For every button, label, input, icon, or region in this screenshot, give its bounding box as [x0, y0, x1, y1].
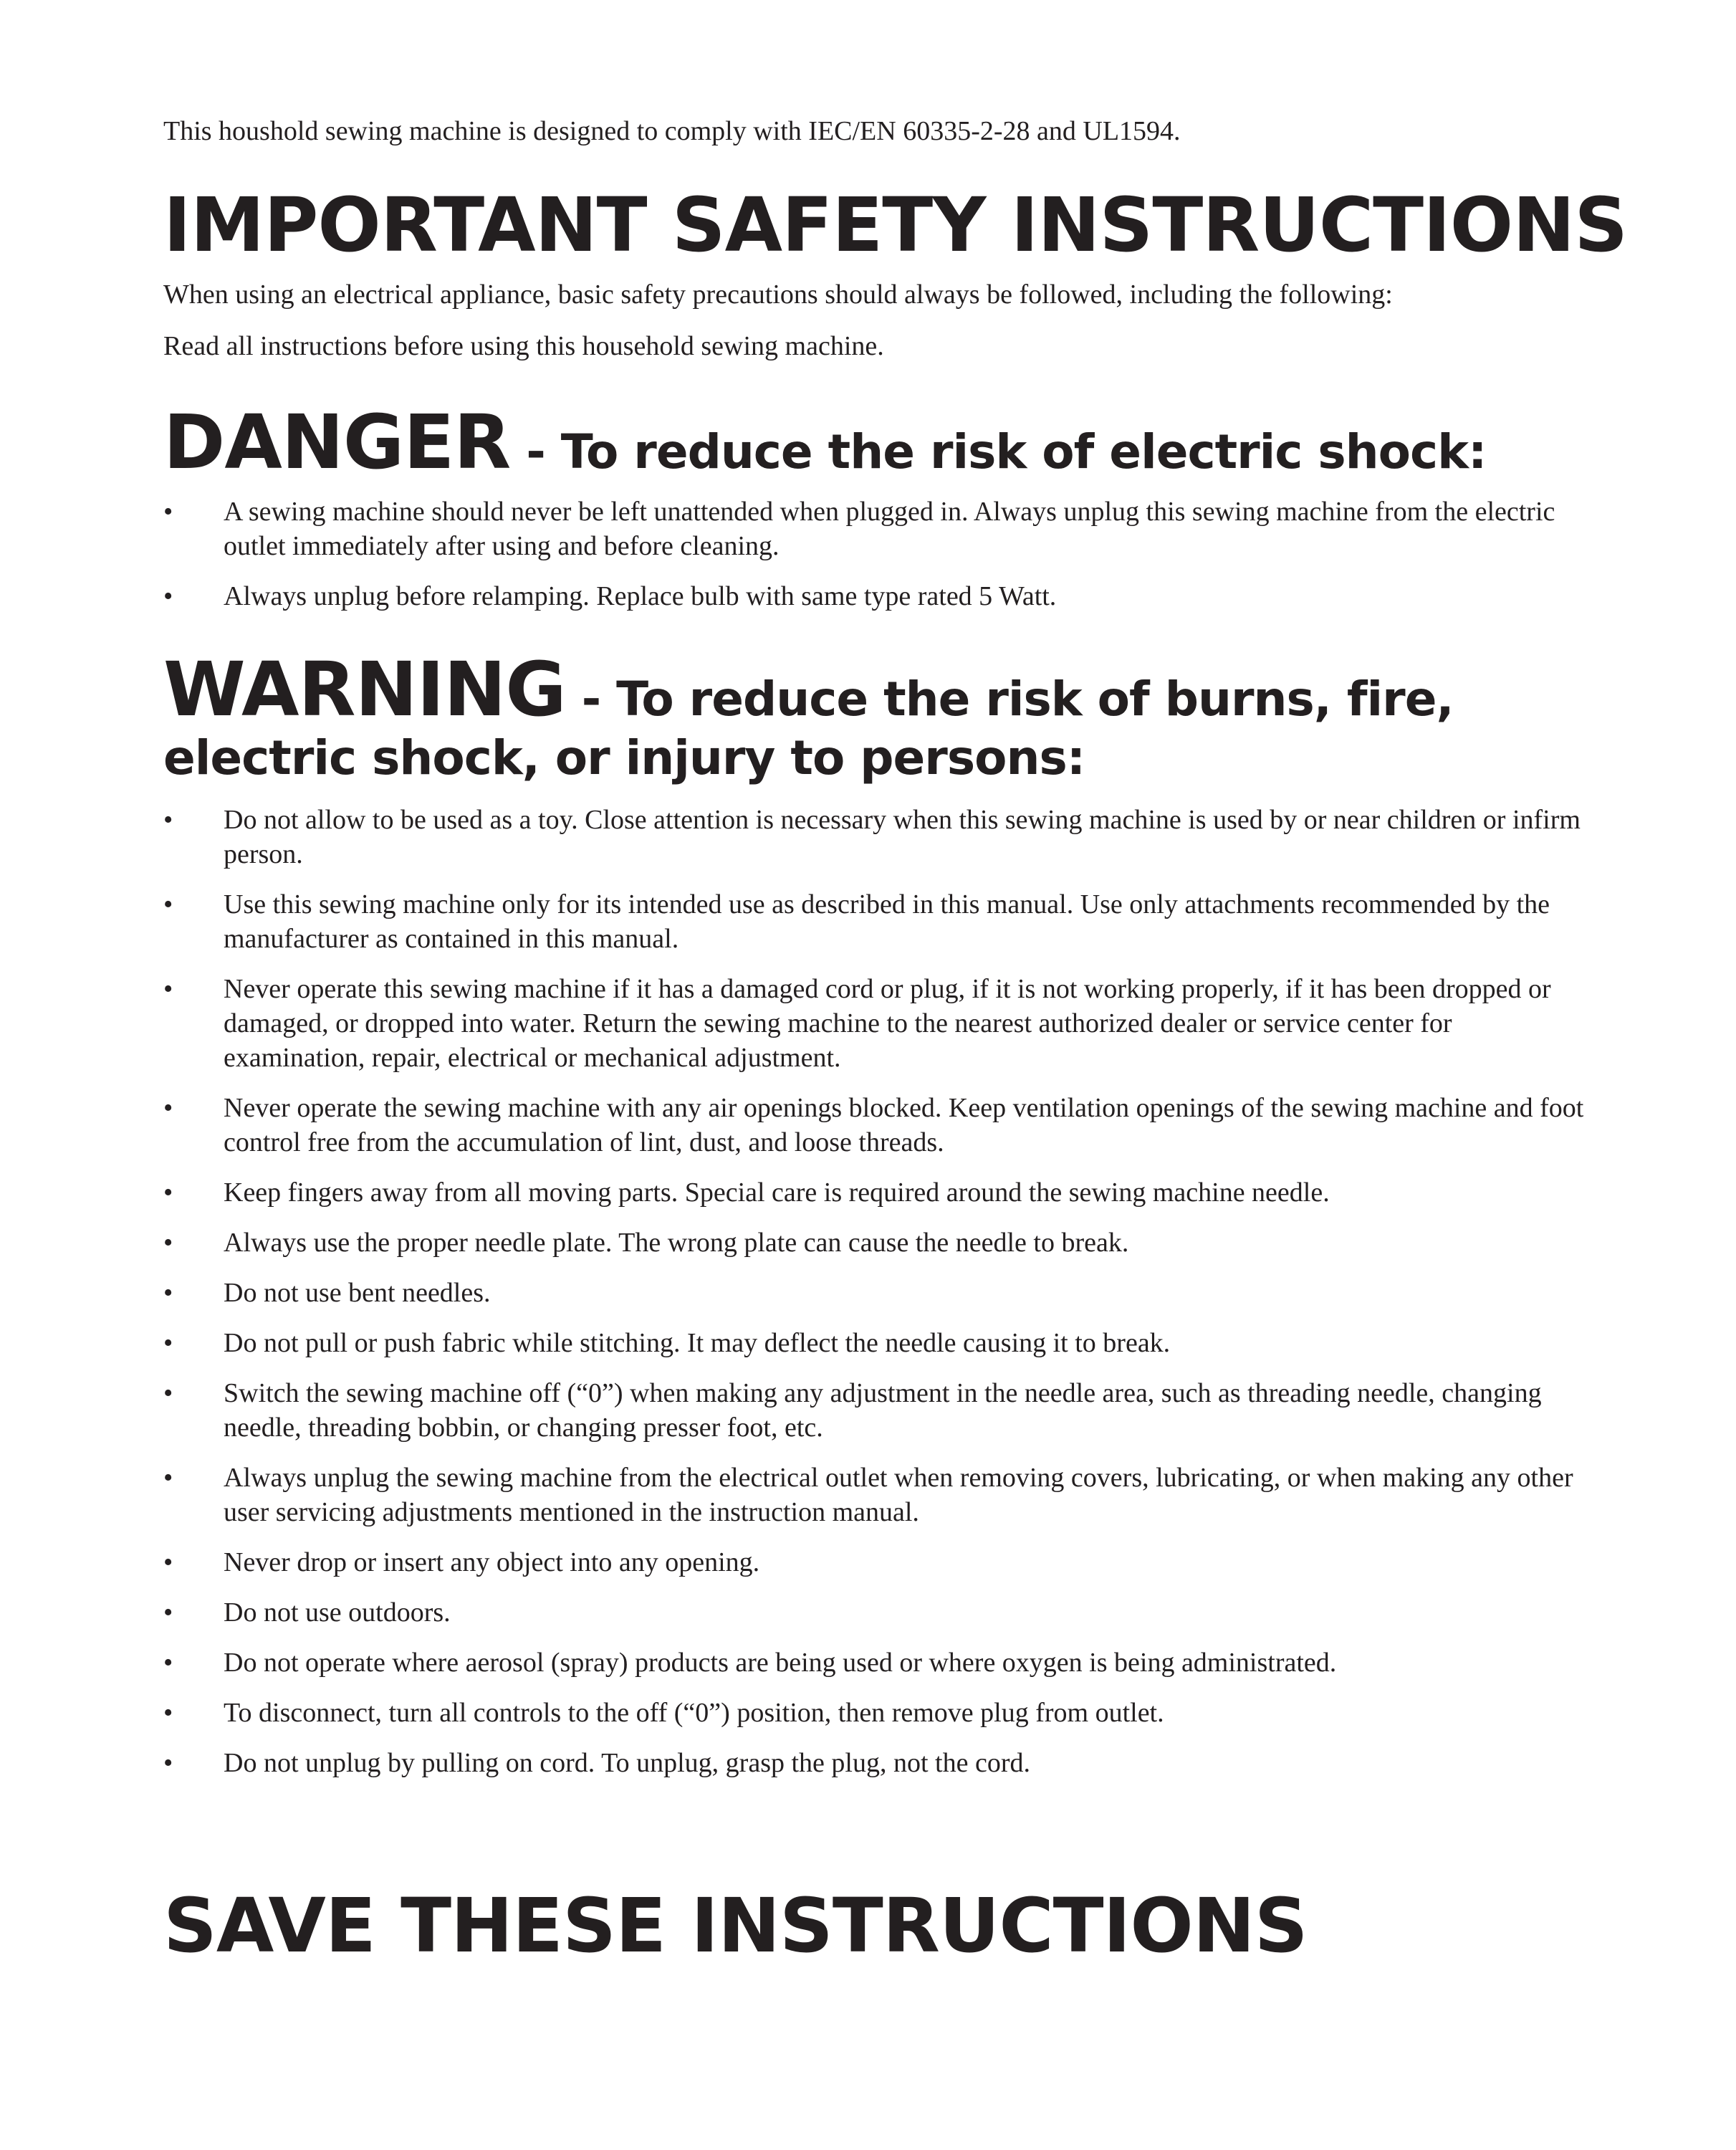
list-item	[163, 972, 1589, 1075]
danger-subtitle: - To reduce the risk of electric shock:	[510, 424, 1487, 479]
list-item	[163, 579, 1589, 613]
warning-subtitle: - To reduce the risk of burns, fire,	[565, 672, 1454, 727]
warning-heading	[163, 645, 1454, 734]
list-item-text: To disconnect, turn all controls to the off (“0”) position, then remove plug from outlet.	[224, 1698, 1164, 1728]
list-item	[163, 494, 1589, 563]
list-item-text: Keep fingers away from all moving parts. Special care is required around the sewing machine needle.	[224, 1177, 1330, 1208]
list-item	[163, 1276, 1589, 1310]
bullet-glyph: •	[163, 1463, 173, 1493]
list-item	[163, 1595, 1589, 1630]
bullet-glyph: •	[163, 805, 173, 835]
list-item-text: Never operate the sewing machine with any air openings blocked. Keep ventilation openings of the sewing machine and foot control free from the accumulation of lint, dust, and loose threads.	[224, 1093, 1584, 1157]
list-item-text: Do not operate where aerosol (spray) products are being used or where oxygen is being administrated.	[224, 1648, 1337, 1678]
precaution-text: When using an electrical appliance, basic safety precautions should always be followed, including the following:	[163, 280, 1393, 310]
list-item-text: Do not unplug by pulling on cord. To unplug, grasp the plug, not the cord.	[224, 1748, 1030, 1778]
bullet-glyph: •	[163, 1648, 173, 1678]
list-item	[163, 1091, 1589, 1160]
list-item	[163, 1226, 1589, 1260]
bullet-glyph: •	[163, 1093, 173, 1123]
list-item	[163, 1696, 1589, 1730]
list-item	[163, 1645, 1589, 1680]
list-item-text: Do not pull or push fabric while stitching. It may deflect the needle causing it to break.	[224, 1328, 1171, 1358]
list-item-text: Do not allow to be used as a toy. Close attention is necessary when this sewing machine is used by or near children or infirm person.	[224, 805, 1581, 869]
bullet-glyph: •	[163, 1228, 173, 1258]
bullet-glyph: •	[163, 889, 173, 919]
list-item	[163, 1545, 1589, 1580]
list-item-text: A sewing machine should never be left unattended when plugged in. Always unplug this sewing machine from the electric outlet immediately after using and before cleaning.	[224, 497, 1555, 561]
list-item	[163, 1376, 1589, 1445]
list-item	[163, 887, 1589, 956]
list-item-text: Switch the sewing machine off (“0”) when making any adjustment in the needle area, such as threading needle, changing needle, threading bobbin, or changing presser foot, etc.	[224, 1378, 1542, 1443]
bullet-glyph: •	[163, 1328, 173, 1358]
list-item	[163, 803, 1589, 871]
bullet-glyph: •	[163, 1748, 173, 1778]
warning-subtitle-line2: electric shock, or injury to persons:	[163, 730, 1085, 785]
list-item-text: Always unplug before relamping. Replace bulb with same type rated 5 Watt.	[224, 581, 1057, 611]
bullet-glyph: •	[163, 1547, 173, 1577]
list-item-text: Do not use bent needles.	[224, 1278, 491, 1308]
list-item-text: Never operate this sewing machine if it has a damaged cord or plug, if it is not working properly, if it has been dropped or damaged, or dropped into water. Return the sewing machine to the nearest authorized dealer or service center for examination, repair, electrical or mechanical adjustment.	[224, 974, 1551, 1073]
list-item	[163, 1326, 1589, 1360]
list-item	[163, 1746, 1589, 1780]
danger-heading	[163, 398, 1486, 487]
list-item-text: Do not use outdoors.	[224, 1597, 451, 1628]
bullet-glyph: •	[163, 1278, 173, 1308]
warning-word: WARNING	[163, 646, 566, 733]
compliance-note: This houshold sewing machine is designed to comply with IEC/EN 60335-2-28 and UL1594.	[163, 116, 1181, 146]
save-instructions-heading: SAVE THESE INSTRUCTIONS	[163, 1882, 1308, 1969]
list-item-text: Never drop or insert any object into any opening.	[224, 1547, 760, 1577]
danger-list	[163, 494, 1589, 629]
bullet-glyph: •	[163, 1597, 173, 1628]
list-item-text: Use this sewing machine only for its intended use as described in this manual. Use only attachments recommended by the manufacturer as contained in this manual.	[224, 889, 1550, 954]
bullet-glyph: •	[163, 581, 173, 611]
bullet-glyph: •	[163, 974, 173, 1004]
list-item	[163, 1175, 1589, 1210]
bullet-glyph: •	[163, 1177, 173, 1208]
bullet-glyph: •	[163, 1698, 173, 1728]
list-item	[163, 1461, 1589, 1529]
page-title: IMPORTANT SAFETY INSTRUCTIONS	[163, 181, 1628, 269]
warning-list	[163, 803, 1589, 1796]
danger-word: DANGER	[163, 398, 511, 486]
bullet-glyph: •	[163, 1378, 173, 1408]
list-item-text: Always use the proper needle plate. The wrong plate can cause the needle to break.	[224, 1228, 1129, 1258]
bullet-glyph: •	[163, 497, 173, 527]
read-all-text: Read all instructions before using this household sewing machine.	[163, 331, 884, 361]
list-item-text: Always unplug the sewing machine from the electrical outlet when removing covers, lubricating, or when making any other user servicing adjustments mentioned in the instruction manual.	[224, 1463, 1573, 1527]
